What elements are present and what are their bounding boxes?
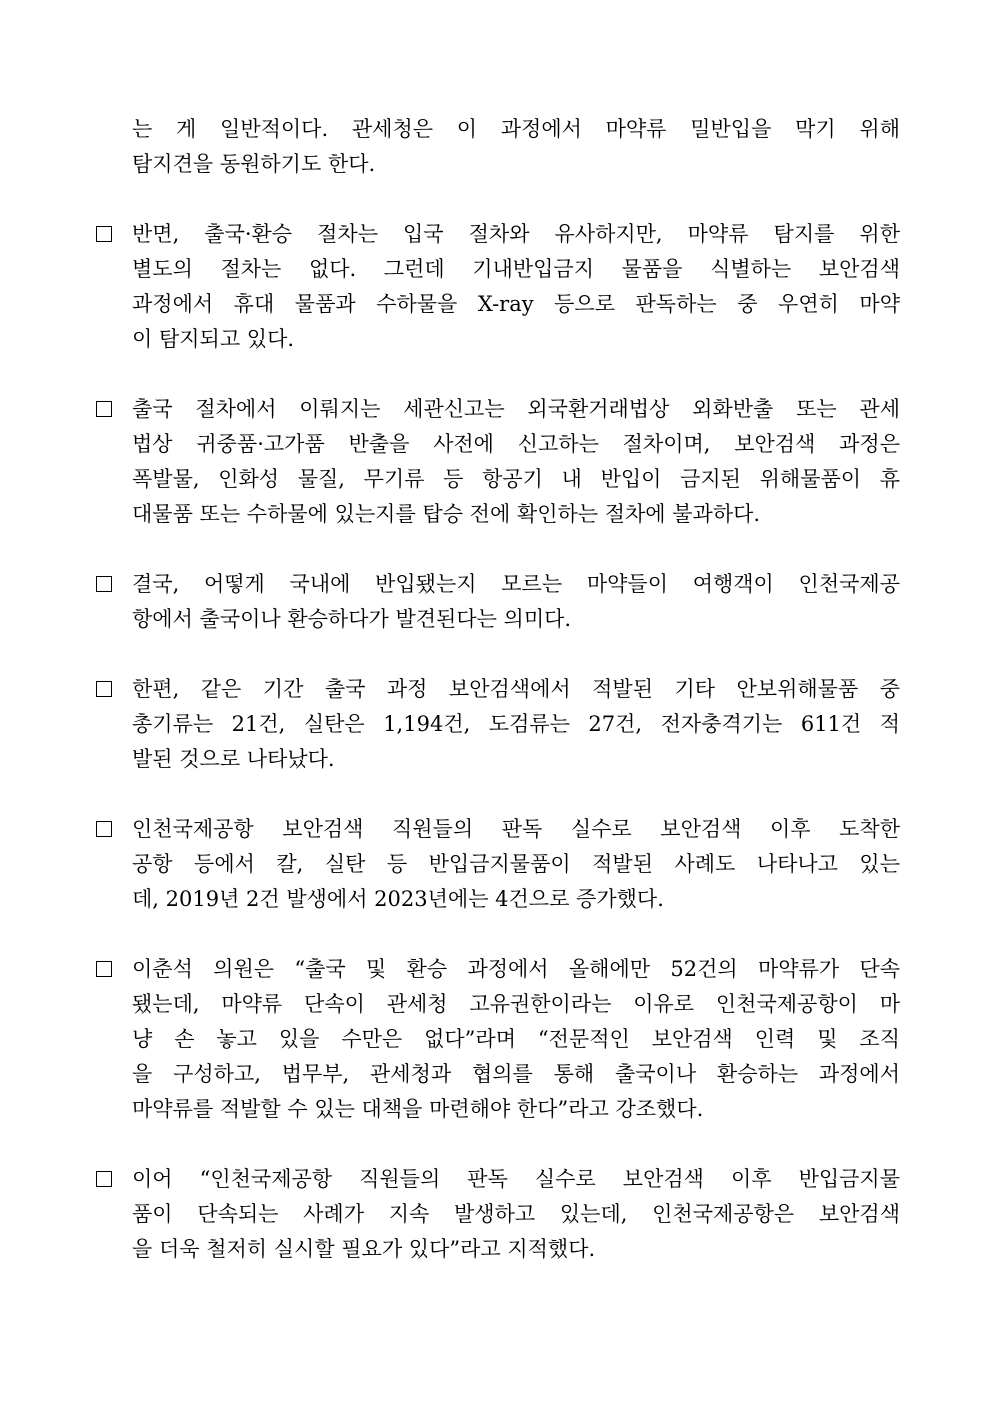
checkbox-bullet-icon bbox=[96, 961, 112, 977]
paragraph-continuation bbox=[96, 112, 900, 182]
text-line: 공항 등에서 칼, 실탄 등 반입금지물품이 적발된 사례도 나타나고 있는 bbox=[132, 852, 900, 876]
text-line: 을 구성하고, 법무부, 관세청과 협의를 통해 출국이나 환승하는 과정에서 bbox=[132, 1062, 900, 1086]
paragraph-dangerous-items bbox=[96, 672, 900, 777]
text-line: 총기류는 21건, 실탄은 1,194건, 도검류는 27건, 전자충격기는 611건 적 bbox=[132, 712, 900, 736]
text-line: 이 탐지되고 있다. bbox=[132, 327, 295, 351]
paragraph-customs-declaration bbox=[96, 392, 900, 532]
text-line: 이어 “인천국제공항 직원들의 판독 실수로 보안검색 이후 반입금지물 bbox=[96, 1162, 900, 1197]
text-line: 인천국제공항 보안검색 직원들의 판독 실수로 보안검색 이후 도착한 bbox=[96, 812, 900, 847]
text-line: 반면, 출국·환승 절차는 입국 절차와 유사하지만, 마약류 탐지를 위한 bbox=[96, 217, 900, 252]
checkbox-bullet-icon bbox=[96, 821, 112, 837]
text-line: 대물품 또는 수하물에 있는지를 탑승 전에 확인하는 절차에 불과하다. bbox=[132, 502, 761, 526]
paragraph-conclusion bbox=[96, 567, 900, 637]
text-line: 데, 2019년 2건 발생에서 2023년에는 4건으로 증가했다. bbox=[132, 887, 664, 911]
text-line: 을 더욱 철저히 실시할 필요가 있다”라고 지적했다. bbox=[132, 1237, 596, 1261]
text-line: 는 게 일반적이다. 관세청은 이 과정에서 마약류 밀반입을 막기 위해 bbox=[132, 117, 900, 141]
text-line: 탐지견을 동원하기도 한다. bbox=[132, 152, 376, 176]
checkbox-bullet-icon bbox=[96, 681, 112, 697]
checkbox-bullet-icon bbox=[96, 401, 112, 417]
text-line: 됐는데, 마약류 단속이 관세청 고유권한이라는 이유로 인천국제공항이 마 bbox=[132, 992, 900, 1016]
text-line: 냥 손 놓고 있을 수만은 없다”라며 “전문적인 보안검색 인력 및 조직 bbox=[132, 1027, 900, 1051]
text-line: 법상 귀중품·고가품 반출을 사전에 신고하는 절차이며, 보안검색 과정은 bbox=[132, 432, 900, 456]
text-line: 항에서 출국이나 환승하다가 발견된다는 의미다. bbox=[132, 607, 572, 631]
text-line: 결국, 어떻게 국내에 반입됐는지 모르는 마약들이 여행객이 인천국제공 bbox=[96, 567, 900, 602]
text-line: 마약류를 적발할 수 있는 대책을 마련해야 한다”라고 강조했다. bbox=[132, 1097, 704, 1121]
paragraph-screening-errors bbox=[96, 812, 900, 917]
text-line: 과정에서 휴대 물품과 수하물을 X-ray 등으로 판독하는 중 우연히 마약 bbox=[132, 292, 900, 316]
text-line: 이춘석 의원은 “출국 및 환승 과정에서 올해에만 52건의 마약류가 단속 bbox=[96, 952, 900, 987]
checkbox-bullet-icon bbox=[96, 226, 112, 242]
text-line: 폭발물, 인화성 물질, 무기류 등 항공기 내 반입이 금지된 위해물품이 휴 bbox=[132, 467, 900, 491]
checkbox-bullet-icon bbox=[96, 1171, 112, 1187]
text-line: 발된 것으로 나타났다. bbox=[132, 747, 335, 771]
text-line: 한편, 같은 기간 출국 과정 보안검색에서 적발된 기타 안보위해물품 중 bbox=[96, 672, 900, 707]
checkbox-bullet-icon bbox=[96, 576, 112, 592]
paragraph-departure-procedure bbox=[96, 217, 900, 357]
paragraph-lawmaker-quote bbox=[96, 952, 900, 1127]
text-line: 별도의 절차는 없다. 그런데 기내반입금지 물품을 식별하는 보안검색 bbox=[132, 257, 900, 281]
text-line: 품이 단속되는 사례가 지속 발생하고 있는데, 인천국제공항은 보안검색 bbox=[132, 1202, 900, 1226]
text-line: 출국 절차에서 이뤄지는 세관신고는 외국환거래법상 외화반출 또는 관세 bbox=[96, 392, 900, 427]
paragraph-closing-remark bbox=[96, 1162, 900, 1267]
